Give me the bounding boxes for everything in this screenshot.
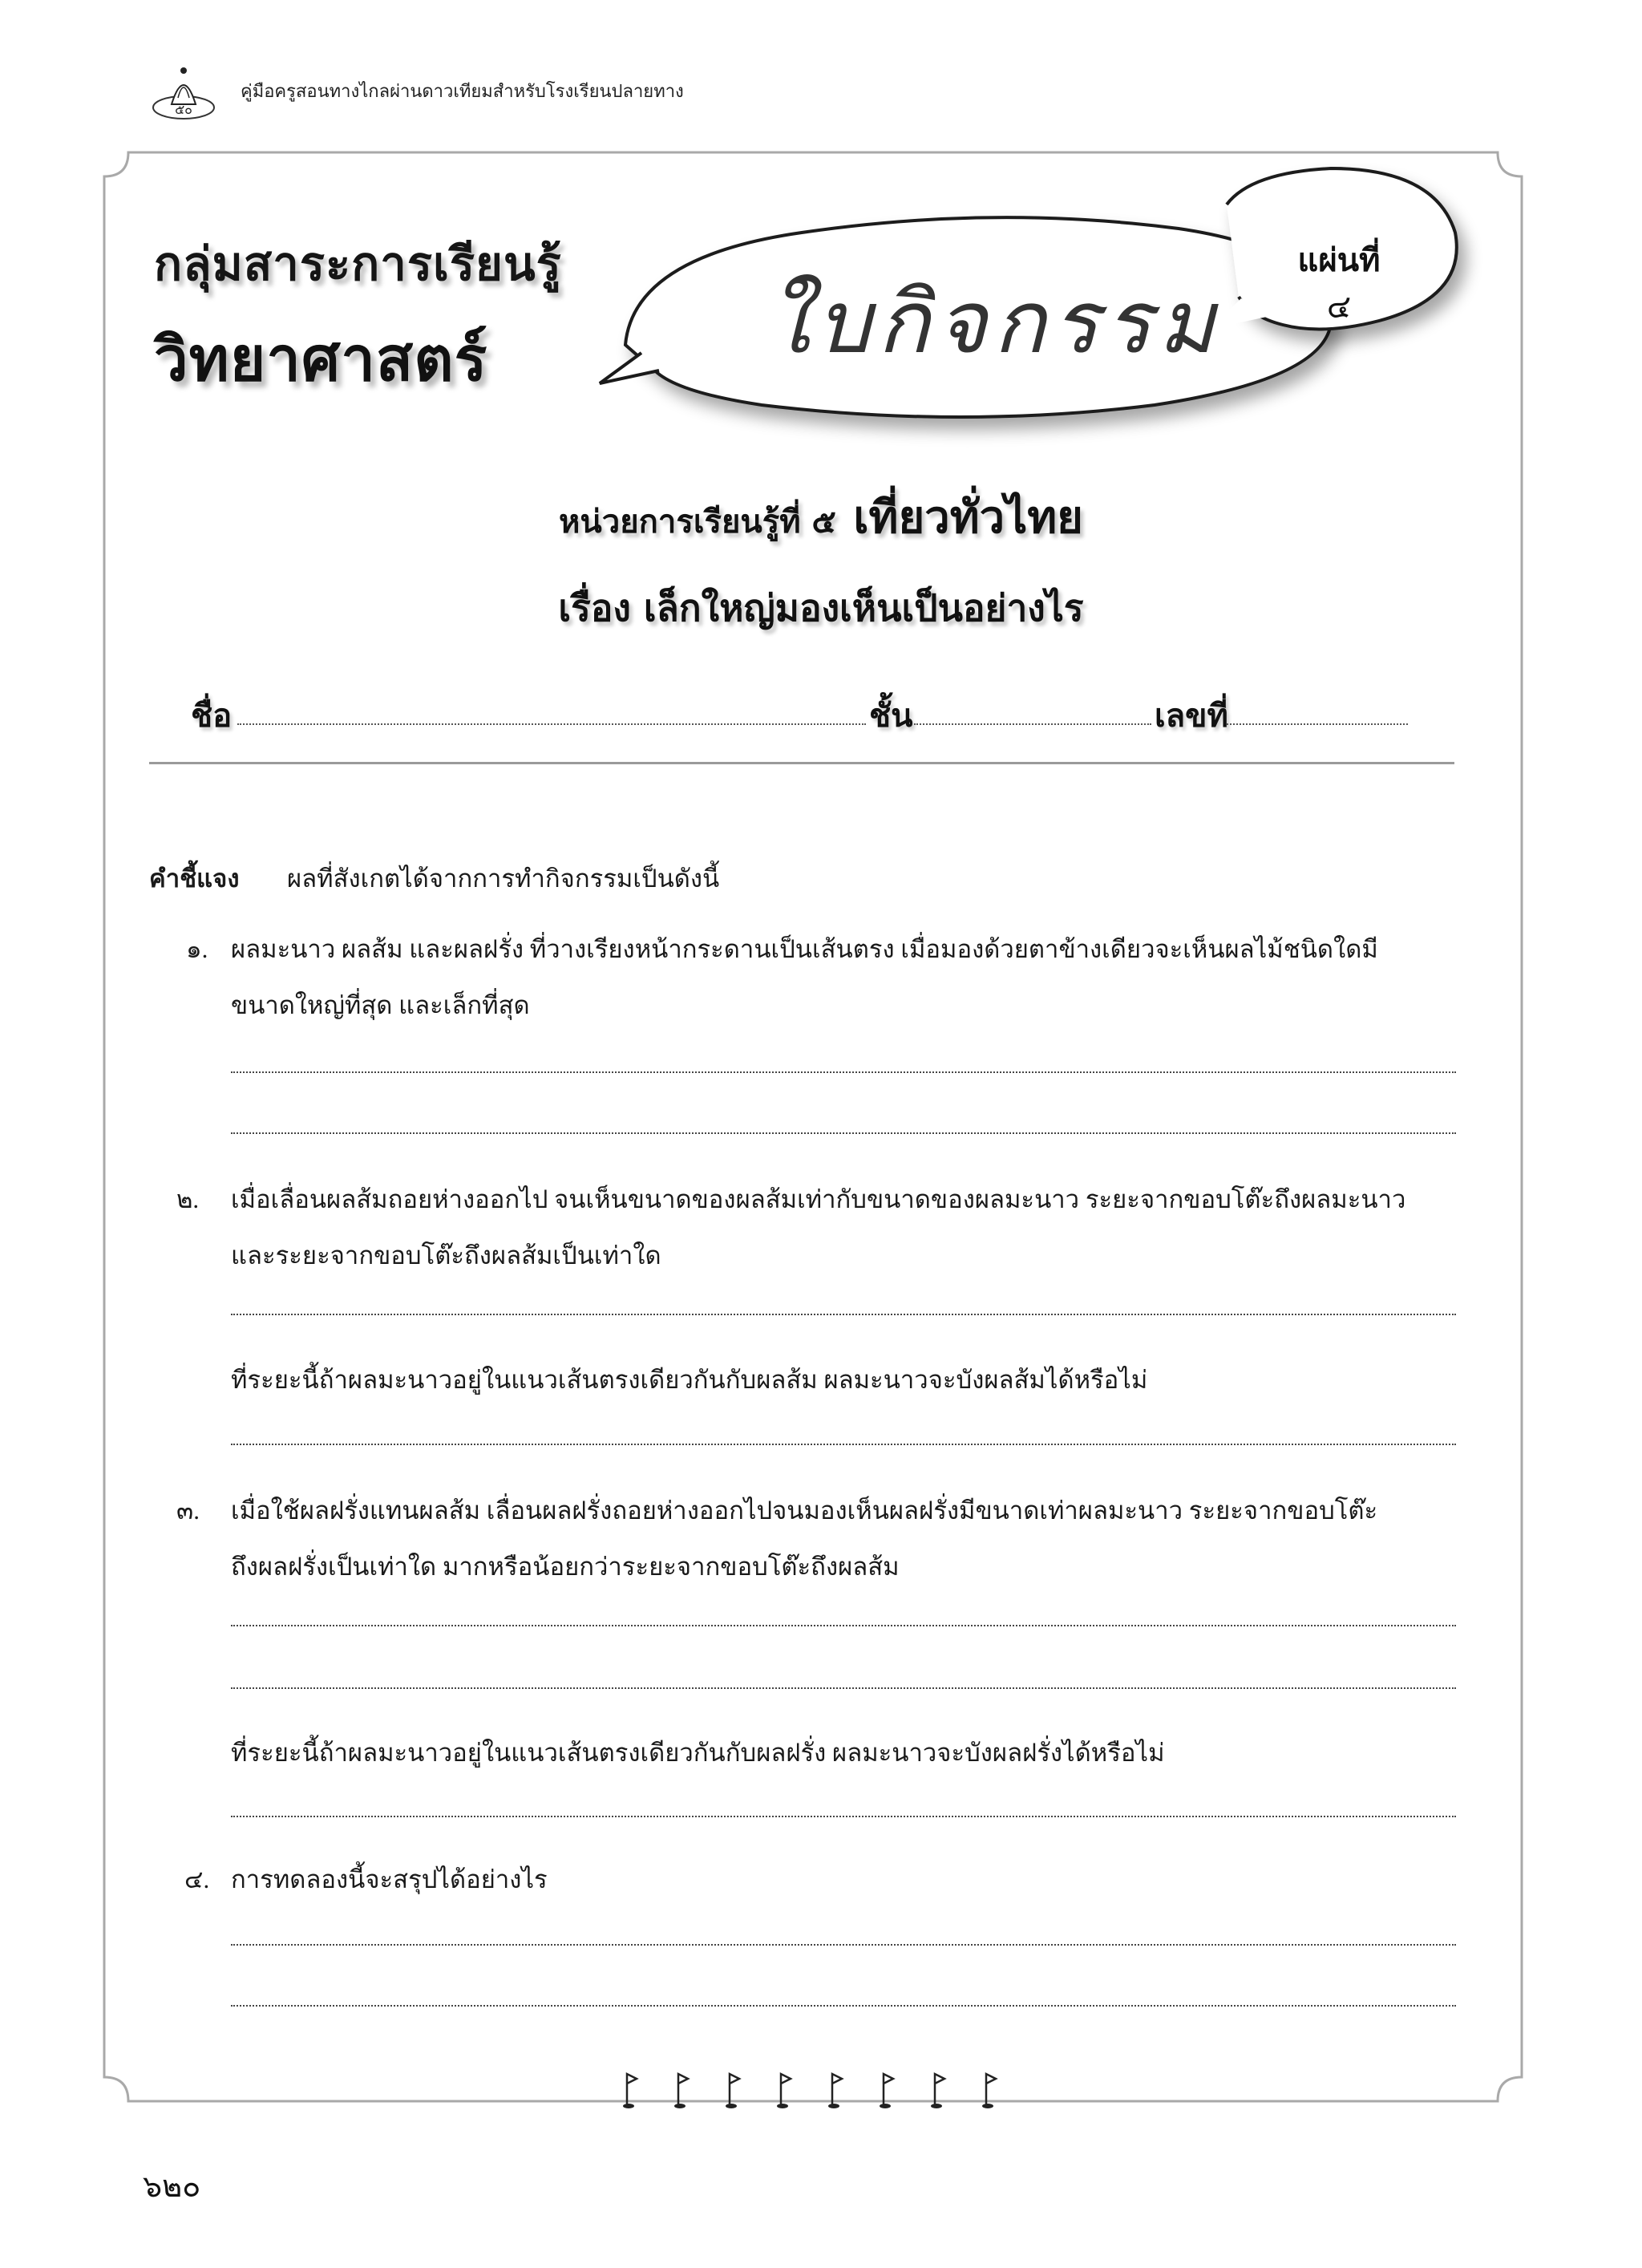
header-divider [149, 762, 1454, 764]
sheet-label: แผ่นที่ [1297, 242, 1381, 279]
golf-flag-icon [623, 2074, 637, 2108]
answer-line[interactable] [231, 1816, 1456, 1817]
question-3-followup: ที่ระยะนี้ถ้าผลมะนาวอยู่ในแนวเส้นตรงเดียวกันกับผลฝรั่ง ผลมะนาวจะบังผลฝรั่งได้หรือไม่ [231, 1739, 1165, 1767]
question-4-number: ๔. [184, 1865, 210, 1893]
question-1-text-cont: ขนาดใหญ่ที่สุด และเล็กที่สุด [231, 991, 530, 1019]
running-header-title: คู่มือครูสอนทางไกลผ่านดาวเทียมสำหรับโรงเรียนปลายทาง [241, 82, 684, 102]
golf-flag-icon [726, 2074, 739, 2108]
instructions-label: คำชี้แจง [149, 865, 240, 893]
instructions-text: ผลที่สังเกตได้จากการทำกิจกรรมเป็นดังนี้ [287, 865, 720, 893]
class-field[interactable] [914, 723, 1151, 725]
svg-text:๕๐: ๕๐ [175, 102, 192, 117]
subject-name: วิทยาศาสตร์ [154, 323, 488, 395]
golf-flag-icon [982, 2074, 996, 2108]
flag-divider [0, 2069, 1642, 2117]
answer-line[interactable] [231, 1944, 1456, 1946]
golf-flag-icon [777, 2074, 791, 2108]
unit-label: หน่วยการเรียนรู้ที่ ๕ [559, 504, 836, 541]
answer-line[interactable] [231, 2005, 1456, 2007]
name-label: ชื่อ [191, 698, 233, 735]
number-label: เลขที่ [1155, 698, 1228, 735]
answer-line[interactable] [231, 1071, 1456, 1073]
question-3-text-cont: ถึงผลฝรั่งเป็นเท่าใด มากหรือน้อยกว่าระยะจากขอบโต๊ะถึงผลส้ม [231, 1553, 900, 1581]
answer-line[interactable] [231, 1444, 1456, 1445]
question-3-text: เมื่อใช้ผลฝรั่งแทนผลส้ม เลื่อนผลฝรั่งถอยห่างออกไปจนมองเห็นผลฝรั่งมีขนาดเท่าผลมะนาว ระยะจากขอบโต๊ะ [231, 1496, 1378, 1525]
question-1-number: ๑. [186, 935, 208, 963]
answer-line[interactable] [231, 1625, 1456, 1626]
question-2-followup: ที่ระยะนี้ถ้าผลมะนาวอยู่ในแนวเส้นตรงเดียวกันกับผลส้ม ผลมะนาวจะบังผลส้มได้หรือไม่ [231, 1366, 1148, 1394]
question-4-text: การทดลองนี้จะสรุปได้อย่างไร [231, 1865, 548, 1893]
unit-name: เที่ยวทั่วไทย [853, 492, 1083, 544]
worksheet-title: ใบกิจกรรม [766, 273, 1222, 373]
number-field[interactable] [1227, 723, 1408, 725]
golf-flag-icon [674, 2074, 688, 2108]
golf-flag-icon [931, 2074, 944, 2108]
question-3-number: ๓. [176, 1496, 200, 1525]
golf-flag-icon [880, 2074, 893, 2108]
answer-line[interactable] [231, 1132, 1456, 1134]
name-field[interactable] [237, 723, 866, 725]
class-label: ชั้น [869, 698, 913, 735]
unit-heading [0, 481, 1642, 553]
topic-heading: เรื่อง เล็กใหญ่มองเห็นเป็นอย่างไร [558, 586, 1084, 630]
question-2-text-cont: และระยะจากขอบโต๊ะถึงผลส้มเป็นเท่าใด [231, 1241, 661, 1270]
question-2-number: ๒. [176, 1185, 200, 1213]
answer-line[interactable] [231, 1314, 1456, 1315]
answer-line[interactable] [231, 1687, 1456, 1689]
question-1-text: ผลมะนาว ผลส้ม และผลฝรั่ง ที่วางเรียงหน้ากระดานเป็นเส้นตรง เมื่อมองด้วยตาข้างเดียวจะเห็นผลไม้ชนิดใดมี [231, 935, 1378, 963]
question-2-text: เมื่อเลื่อนผลส้มถอยห่างออกไป จนเห็นขนาดของผลส้มเท่ากับขนาดของผลมะนาว ระยะจากขอบโต๊ะถึงผลมะนาว [231, 1185, 1406, 1213]
sheet-number: ๔ [1326, 289, 1352, 326]
subject-group-label: กลุ่มสาระการเรียนรู้ [154, 237, 562, 291]
golf-flag-icon [828, 2074, 842, 2108]
page-number: ๖๒๐ [143, 2170, 201, 2204]
